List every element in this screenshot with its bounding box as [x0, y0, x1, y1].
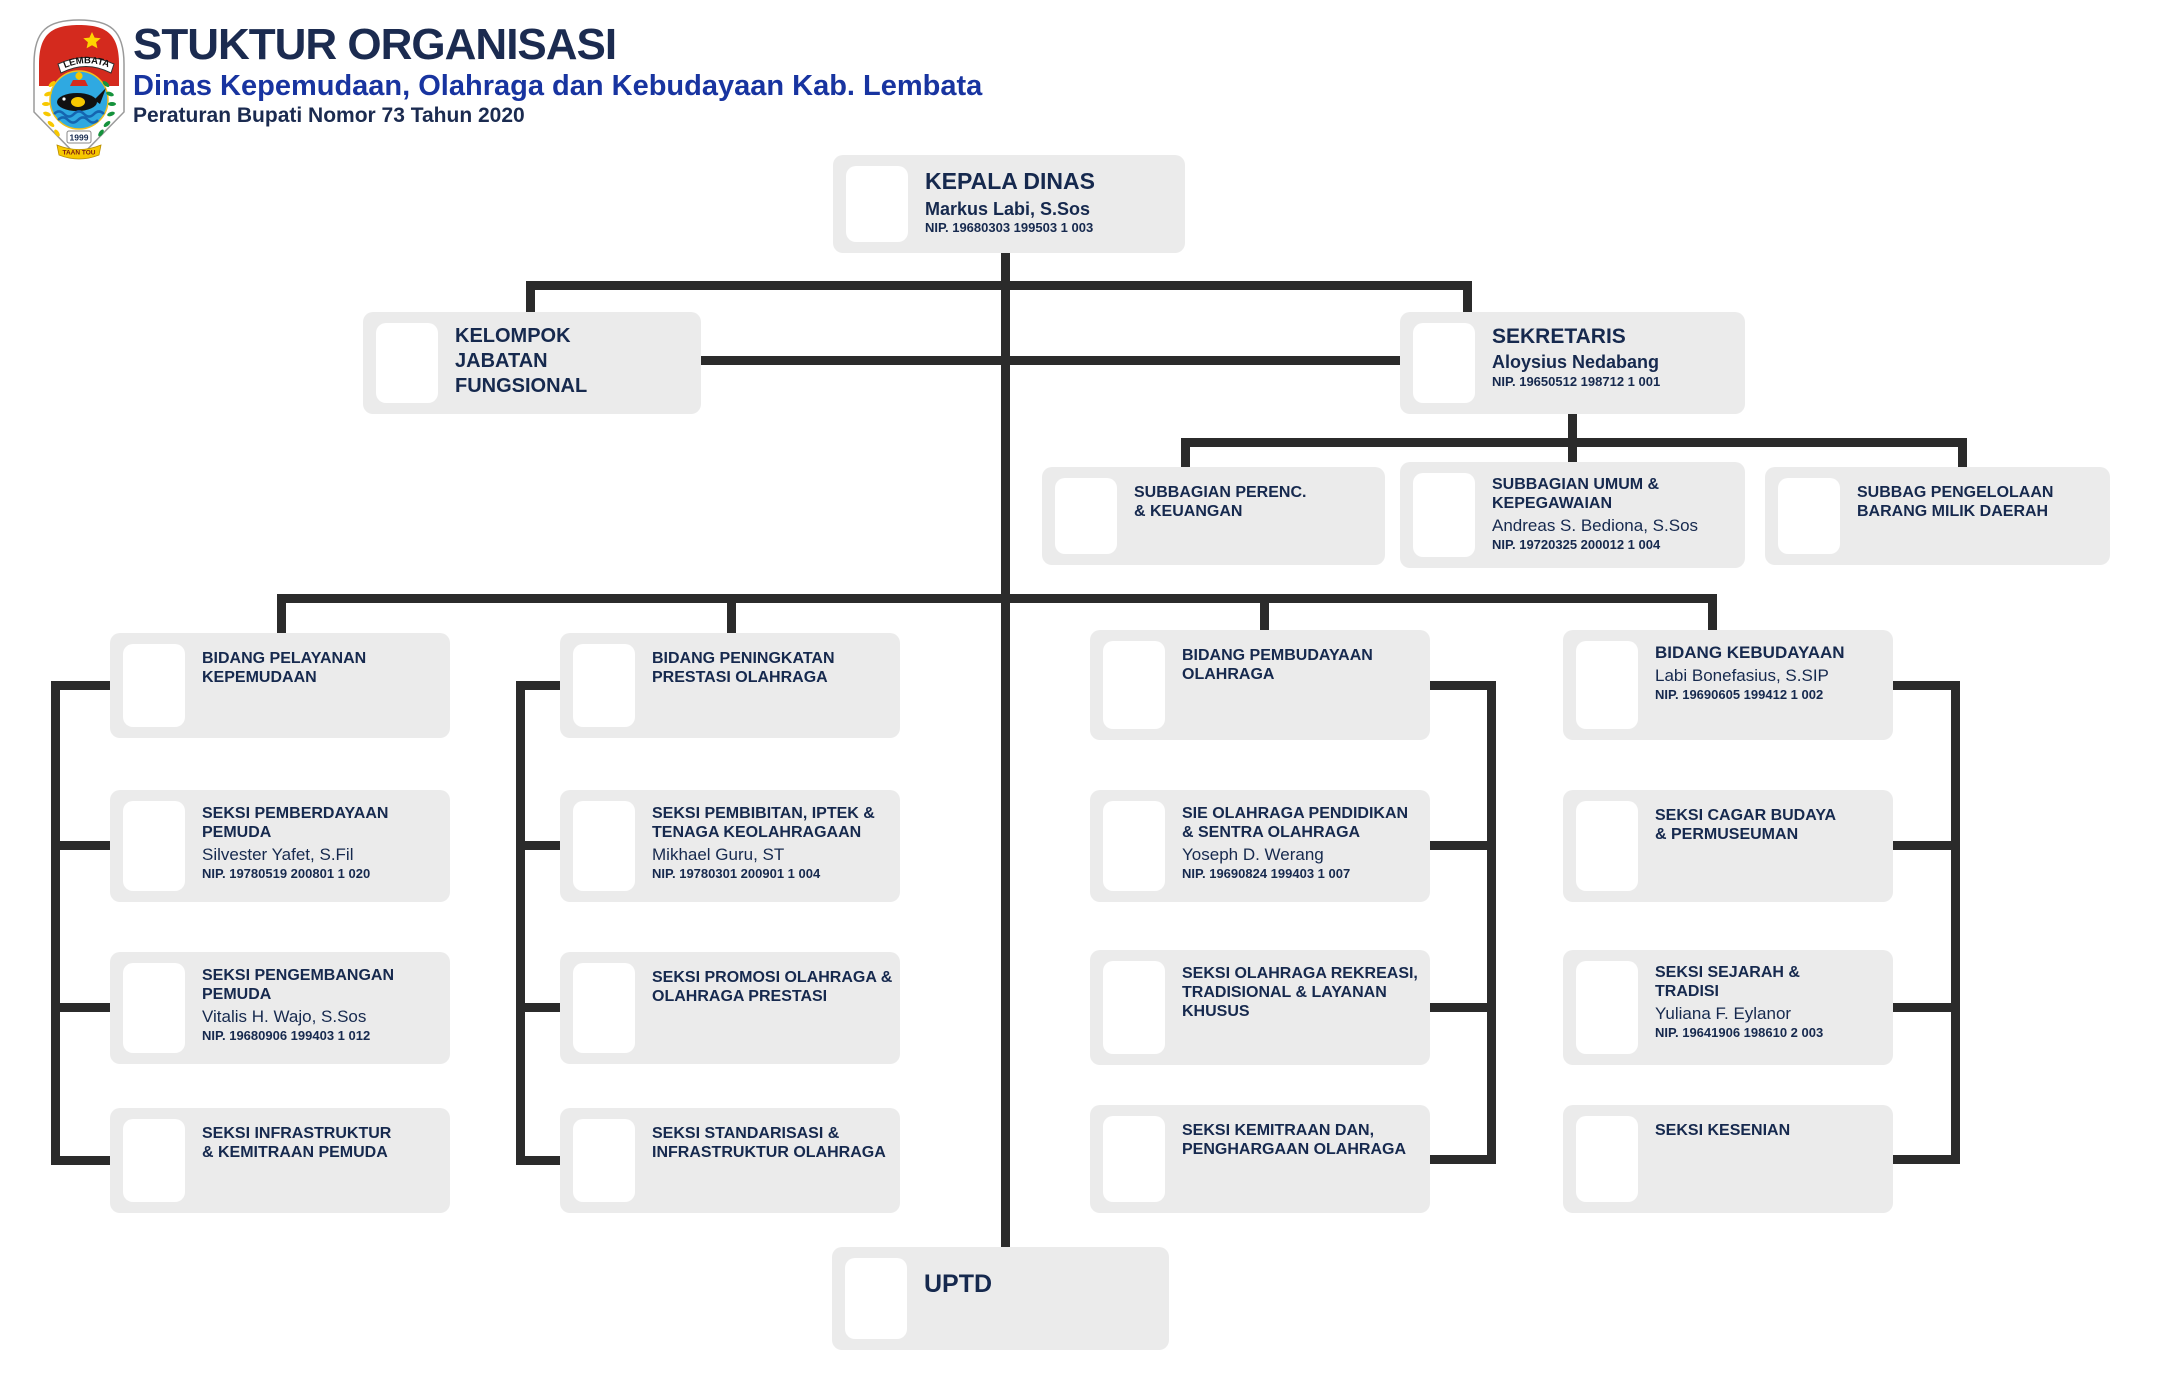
- node-officer-name: Aloysius Nedabang: [1492, 352, 1660, 373]
- org-node-sekretaris: [1400, 312, 1745, 414]
- node-title: SEKSI PEMBERDAYAAN PEMUDA: [202, 805, 389, 842]
- photo-placeholder: [1576, 641, 1638, 729]
- connector-stub: [51, 1003, 111, 1012]
- org-node-seksi-standarisasi-infrastruktur-olahraga: [560, 1108, 900, 1213]
- node-officer-name: Yuliana F. Eylanor: [1655, 1004, 1792, 1024]
- photo-placeholder: [846, 166, 908, 242]
- org-node-subbagian-umum-kepegawaian: [1400, 462, 1745, 568]
- org-node-kepala-dinas: [833, 155, 1185, 253]
- photo-placeholder: [1576, 961, 1638, 1054]
- connector-stub: [1430, 681, 1496, 690]
- node-nip: NIP. 19720325 200012 1 004: [1492, 536, 1661, 552]
- node-title: SUBBAG PENGELOLAAN BARANG MILIK DAERAH: [1857, 484, 2054, 521]
- connector-stub: [516, 1156, 561, 1165]
- org-node-bidang-kebudayaan: [1563, 630, 1893, 740]
- photo-placeholder: [1103, 641, 1165, 729]
- node-title: SEKSI PENGEMBANGAN PEMUDA: [202, 967, 395, 1004]
- connector-drop-bidang4: [1708, 594, 1717, 632]
- connector-rail-col2: [516, 681, 525, 1165]
- photo-placeholder: [573, 801, 635, 891]
- connector-drop-bidang2: [727, 594, 736, 635]
- org-node-seksi-cagar-budaya-permuseuman: [1563, 790, 1893, 902]
- connector-drop-sub-barang: [1958, 438, 1967, 469]
- node-title: BIDANG PENINGKATAN PRESTASI OLAHRAGA: [652, 650, 835, 687]
- node-title: KEPALA DINAS: [925, 168, 1095, 194]
- page-title: STUKTUR ORGANISASI: [133, 20, 617, 69]
- node-nip: NIP. 19690605 199412 1 002: [1655, 686, 1824, 702]
- connector-drop-bidang1: [277, 594, 286, 635]
- node-title: SEKSI CAGAR BUDAYA & PERMUSEUMAN: [1655, 807, 1836, 844]
- node-title: SIE OLAHRAGA PENDIDIKAN & SENTRA OLAHRAGA: [1182, 805, 1409, 842]
- node-officer-name: Andreas S. Bediona, S.Sos: [1492, 516, 1699, 536]
- photo-placeholder: [573, 963, 635, 1053]
- org-node-bidang-pelayanan-kepemudaan: [110, 633, 450, 738]
- connector-stub: [1893, 1155, 1960, 1164]
- lembata-regency-seal-icon: [28, 14, 130, 164]
- regulation-caption: Peraturan Bupati Nomor 73 Tahun 2020: [133, 104, 525, 127]
- node-title: UPTD: [924, 1270, 993, 1298]
- org-node-seksi-kemitraan-penghargaan-olahraga: [1090, 1105, 1430, 1213]
- node-officer-name: Labi Bonefasius, S.SIP: [1655, 666, 1829, 686]
- connector-stub: [1430, 1003, 1496, 1012]
- connector-stub: [1893, 681, 1960, 690]
- connector-drop-sekretaris: [1463, 281, 1472, 314]
- node-title: SEKSI KESENIAN: [1655, 1122, 1791, 1139]
- node-title: KELOMPOK JABATAN FUNGSIONAL: [455, 325, 588, 397]
- connector-stub: [1430, 841, 1496, 850]
- logo-banner-text: LEMBATA: [61, 55, 111, 71]
- node-title: SUBBAGIAN UMUM & KEPEGAWAIAN: [1492, 476, 1660, 513]
- org-node-bidang-peningkatan-prestasi-olahraga: [560, 633, 900, 738]
- logo-year-text: 1999: [69, 132, 89, 143]
- node-officer-name: Mikhael Guru, ST: [652, 845, 785, 865]
- connector-stub: [516, 1003, 561, 1012]
- connector-drop-kelompok: [526, 281, 535, 314]
- org-node-uptd: [832, 1247, 1169, 1350]
- photo-placeholder: [573, 644, 635, 727]
- node-title: SEKSI STANDARISASI & INFRASTRUKTUR OLAHRAGA: [652, 1125, 886, 1162]
- photo-placeholder: [845, 1258, 907, 1339]
- connector-stub: [1893, 841, 1960, 850]
- node-nip: NIP. 19680303 199503 1 003: [925, 220, 1094, 236]
- org-node-seksi-infrastruktur-kemitraan-pemuda: [110, 1108, 450, 1213]
- connector-stub: [516, 681, 561, 690]
- org-node-subbag-barang-milik-daerah: [1765, 467, 2110, 565]
- photo-placeholder: [376, 323, 438, 403]
- org-node-seksi-pengembangan-pemuda: [110, 952, 450, 1064]
- org-node-seksi-olahraga-rekreasi-tradisional-layanan-khusus: [1090, 950, 1430, 1065]
- org-node-bidang-pembudayaan-olahraga: [1090, 630, 1430, 740]
- connector-stub: [1430, 1155, 1496, 1164]
- connector-stub: [516, 841, 561, 850]
- connector-stub: [1893, 1003, 1960, 1012]
- connector-bidang-bar: [277, 594, 1717, 603]
- connector-drop-bidang3: [1260, 594, 1269, 632]
- node-officer-name: Yoseph D. Werang: [1182, 845, 1324, 865]
- node-officer-name: Silvester Yafet, S.Fil: [202, 845, 354, 865]
- node-officer-name: Vitalis H. Wajo, S.Sos: [202, 1007, 367, 1027]
- photo-placeholder: [1576, 801, 1638, 891]
- connector-rail-col3: [1487, 681, 1496, 1164]
- org-node-sie-olahraga-pendidikan-sentra-olahraga: [1090, 790, 1430, 902]
- photo-placeholder: [123, 1119, 185, 1202]
- node-title: SEKSI SEJARAH & TRADISI: [1655, 964, 1800, 1001]
- photo-placeholder: [1413, 323, 1475, 403]
- node-title: SEKSI PROMOSI OLAHRAGA & OLAHRAGA PRESTASI: [652, 969, 893, 1006]
- photo-placeholder: [123, 644, 185, 727]
- photo-placeholder: [1778, 478, 1840, 554]
- node-nip: NIP. 19780519 200801 1 020: [202, 865, 371, 881]
- logo-motto-text: TAAN TOU: [62, 149, 96, 157]
- node-title: SEKRETARIS: [1492, 325, 1626, 348]
- connector-rail-col4: [1951, 681, 1960, 1164]
- photo-placeholder: [1103, 801, 1165, 891]
- photo-placeholder: [1103, 1116, 1165, 1202]
- photo-placeholder: [1576, 1116, 1638, 1202]
- node-nip: NIP. 19650512 198712 1 001: [1492, 373, 1661, 389]
- node-title: SUBBAGIAN PERENC. & KEUANGAN: [1134, 484, 1307, 521]
- node-title: SEKSI KEMITRAAN DAN, PENGHARGAAN OLAHRAGA: [1182, 1122, 1406, 1159]
- org-node-seksi-kesenian: [1563, 1105, 1893, 1213]
- connector-drop-sub-umum: [1568, 438, 1577, 464]
- photo-placeholder: [1055, 478, 1117, 554]
- photo-placeholder: [1103, 961, 1165, 1054]
- org-node-seksi-promosi-olahraga-prestasi: [560, 952, 900, 1064]
- connector-stub: [51, 841, 111, 850]
- node-nip: NIP. 19680906 199403 1 012: [202, 1027, 371, 1043]
- org-node-seksi-sejarah-tradisi: [1563, 950, 1893, 1065]
- page-subtitle: Dinas Kepemudaan, Olahraga dan Kebudayaan Kab. Lembata: [133, 70, 983, 102]
- connector-stub: [51, 1156, 111, 1165]
- photo-placeholder: [573, 1119, 635, 1202]
- connector-level2-bar: [526, 281, 1472, 290]
- node-title: SEKSI INFRASTRUKTUR & KEMITRAAN PEMUDA: [202, 1125, 392, 1162]
- node-officer-name: Markus Labi, S.Sos: [925, 198, 1091, 219]
- node-nip: NIP. 19780301 200901 1 004: [652, 865, 821, 881]
- photo-placeholder: [123, 801, 185, 891]
- connector-coordination-line: [701, 356, 1400, 365]
- connector-main-trunk: [1001, 250, 1010, 1247]
- connector-stub: [51, 681, 111, 690]
- node-title: BIDANG PEMBUDAYAAN OLAHRAGA: [1182, 647, 1373, 684]
- org-node-seksi-pemberdayaan-pemuda: [110, 790, 450, 902]
- node-title: SEKSI PEMBIBITAN, IPTEK & TENAGA KEOLAHRAGAAN: [652, 805, 875, 842]
- org-node-kelompok-jabatan-fungsional: [363, 312, 701, 414]
- node-title: SEKSI OLAHRAGA REKREASI, TRADISIONAL & LAYANAN KHUSUS: [1182, 965, 1418, 1021]
- org-node-subbagian-perencanaan-keuangan: [1042, 467, 1385, 565]
- node-nip: NIP. 19641906 198610 2 003: [1655, 1024, 1824, 1040]
- node-nip: NIP. 19690824 199403 1 007: [1182, 865, 1351, 881]
- node-title: BIDANG PELAYANAN KEPEMUDAAN: [202, 650, 367, 687]
- photo-placeholder: [123, 963, 185, 1053]
- org-node-seksi-pembibitan-iptek-tenaga-keolahragaan: [560, 790, 900, 902]
- photo-placeholder: [1413, 473, 1475, 557]
- node-title: BIDANG KEBUDAYAAN: [1655, 643, 1845, 662]
- connector-rail-col1: [51, 681, 60, 1165]
- connector-drop-sub-perenc: [1181, 438, 1190, 469]
